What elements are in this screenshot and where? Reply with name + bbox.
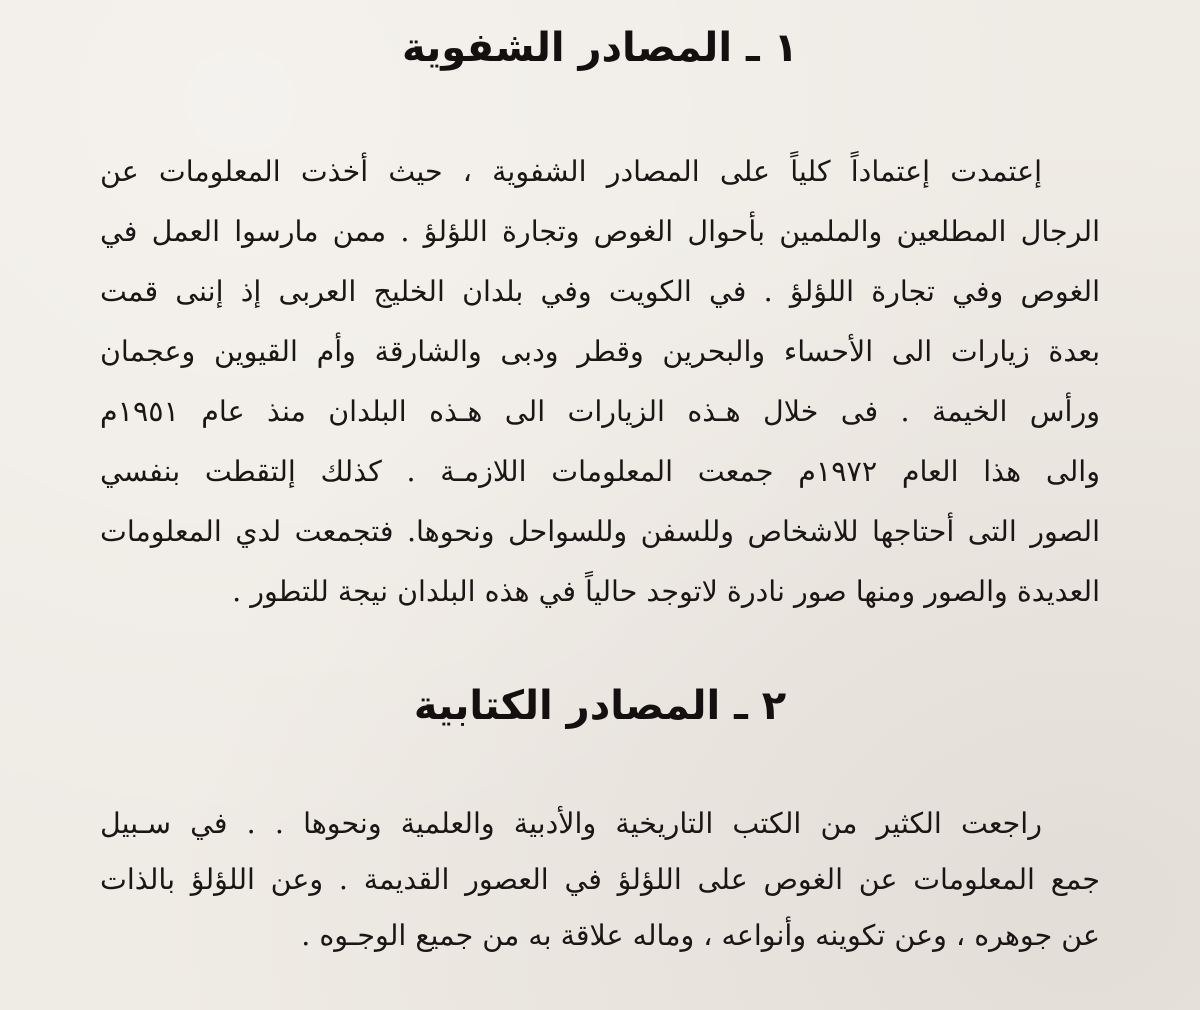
- text-line: ورأس الخيمة . فى خلال هـذه الزيارات الى هـذه البلدان منذ عام ١٩٥١م: [100, 395, 1100, 428]
- text-line: العديدة والصور ومنها صور نادرة لاتوجد حالياً في هذه البلدان نيجة للتطور .: [232, 575, 1100, 608]
- text-line: راجعت الكثير من الكتب التاريخية والأدبية والعلمية ونحوها . . في سـبيل: [100, 807, 1042, 840]
- text-line: بعدة زيارات الى الأحساء والبحرين وقطر ودبى والشارقة وأم القيوين وعجمان: [100, 335, 1100, 368]
- text-line: الصور التى أحتاجها للاشخاص وللسفن وللسواحل ونحوها. فتجمعت لدي المعلومات: [100, 515, 1100, 548]
- text-line: الغوص وفي تجارة اللؤلؤ . في الكويت وفي بلدان الخليج العربى إذ إننى قمت: [100, 275, 1100, 308]
- text-line: والى هذا العام ١٩٧٢م جمعت المعلومات اللازمـة . كذلك إلتقطت بنفسي: [100, 455, 1100, 488]
- section-heading-oral-sources: ١ ـ المصادر الشفوية: [402, 25, 798, 71]
- text-line: الرجال المطلعين والملمين بأحوال الغوص وتجارة اللؤلؤ . ممن مارسوا العمل في: [100, 215, 1100, 248]
- paragraph-written-sources: [100, 796, 1100, 964]
- paragraph-oral-sources: [100, 142, 1100, 622]
- section-heading-written-sources: ٢ ـ المصادر الكتابية: [413, 683, 787, 729]
- text-line: عن جوهره ، وعن تكوينه وأنواعه ، وماله علاقة به من جميع الوجـوه .: [301, 919, 1100, 952]
- text-line: إعتمدت إعتماداً كلياً على المصادر الشفوية ، حيث أخذت المعلومات عن: [100, 155, 1042, 188]
- text-line: جمع المعلومات عن الغوص على اللؤلؤ في العصور القديمة . وعن اللؤلؤ بالذات: [100, 863, 1100, 896]
